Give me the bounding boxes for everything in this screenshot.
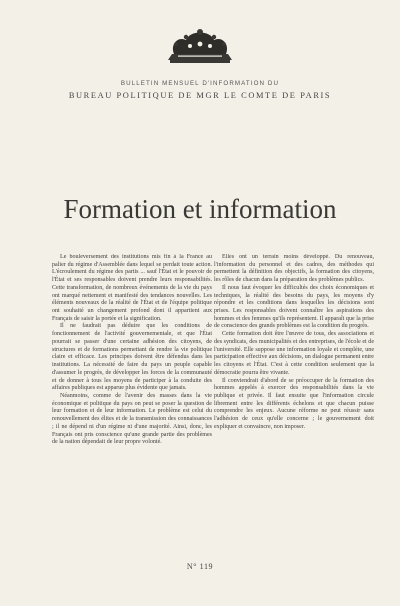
paragraph: Il ne faudrait pas déduire que les conditions de fonctionnement de l'activité gouvernementale, et que l'État pourrait se passer d'une certaine adhésion des citoyens, de structures et de formations permettant de rendre la vie politique claire et efficace. Les principes doivent être défendus dans les institutions. La nécessité de faire du pays un peuple capable d'assumer le progrès, de développer les forces de la communauté et de donner à tous les moyens de participer à la conduite des affaires publiques est apparue plus évidente que jamais. [52, 323, 212, 392]
paragraph: Néanmoins, comme de l'avenir des masses dans la vie économique et politique du pays on peut se poser la question de leur formation et de leur information. Le problème est celui du renouvellement des élites et de la transmission des connaissances ; il ne dépend ni d'un régime ni d'une majorité. Ainsi, donc, les Français ont pris conscience qu'une grande partie des problèmes de la nation dépendait de leur propre volonté. [52, 392, 212, 446]
paragraph: Elles ont un terrain moins développé. Du renouveau, l'information du personnel et des cadres, des méthodes qui permettent la définition des objectifs, la formation des citoyens, les rôles de chacun dans la préparation des problèmes publics. [214, 254, 374, 284]
issue-number: N° 119 [186, 562, 214, 571]
paragraph: Cette formation doit être l'œuvre de tous, des associations et des syndicats, des municipalités et des entreprises, de l'école et de l'université. Elle suppose une information loyale et complète, une participation effective aux décisions, un dialogue permanent entre les citoyens et l'État. C'est à cette condition seulement que la démocratie pourra être vivante. [214, 331, 374, 376]
paragraph: Il conviendrait d'abord de se préoccuper de la formation des hommes appelés à exercer des responsabilités dans la vie publique et privée. Il faut ensuite que l'information circule librement entre les différents échelons et que chacun puisse comprendre les enjeux. Aucune réforme ne peut réussir sans l'adhésion de ceux qu'elle concerne ; le gouvernement doit expliquer et convaincre, non imposer. [214, 377, 374, 430]
page-title: Formation et information [63, 194, 337, 225]
bulletin-subtitle: BULLETIN MENSUEL D'INFORMATION DU [120, 80, 280, 87]
crown-emblem-icon [160, 26, 240, 66]
text-column-right [214, 254, 374, 584]
paragraph: Le bouleversement des institutions mis fin à la France au palier du régime d'Assemblée dans lequel se perdait toute action. L'écroulement du régime des partis ... sauf l'État et le pouvoir de l'État et ses responsables doivent prendre leurs responsabilités. Cette transformation, de nombreux événements de la vie du pays ont marqué nettement et manifesté des tendances nouvelles. Les éléments nouveaux de la réalité de l'État et de l'équipe politique ont souhaité un changement profond dont il appartient aux Français de saisir la portée et la signification. [52, 254, 212, 322]
paragraph: Il nous faut évoquer les difficultés des choix économiques et techniques, la réalité des besoins du pays, les moyens d'y répondre et les conditions dans lesquelles les décisions sont prises. Les responsables doivent connaître les aspirations des hommes et des femmes qu'ils représentent. Il apparaît que la prise de conscience des grands problèmes est la condition du progrès. [214, 284, 374, 330]
publisher-name: BUREAU POLITIQUE DE MGR LE COMTE DE PARIS [68, 91, 332, 100]
text-column-left [52, 254, 212, 584]
